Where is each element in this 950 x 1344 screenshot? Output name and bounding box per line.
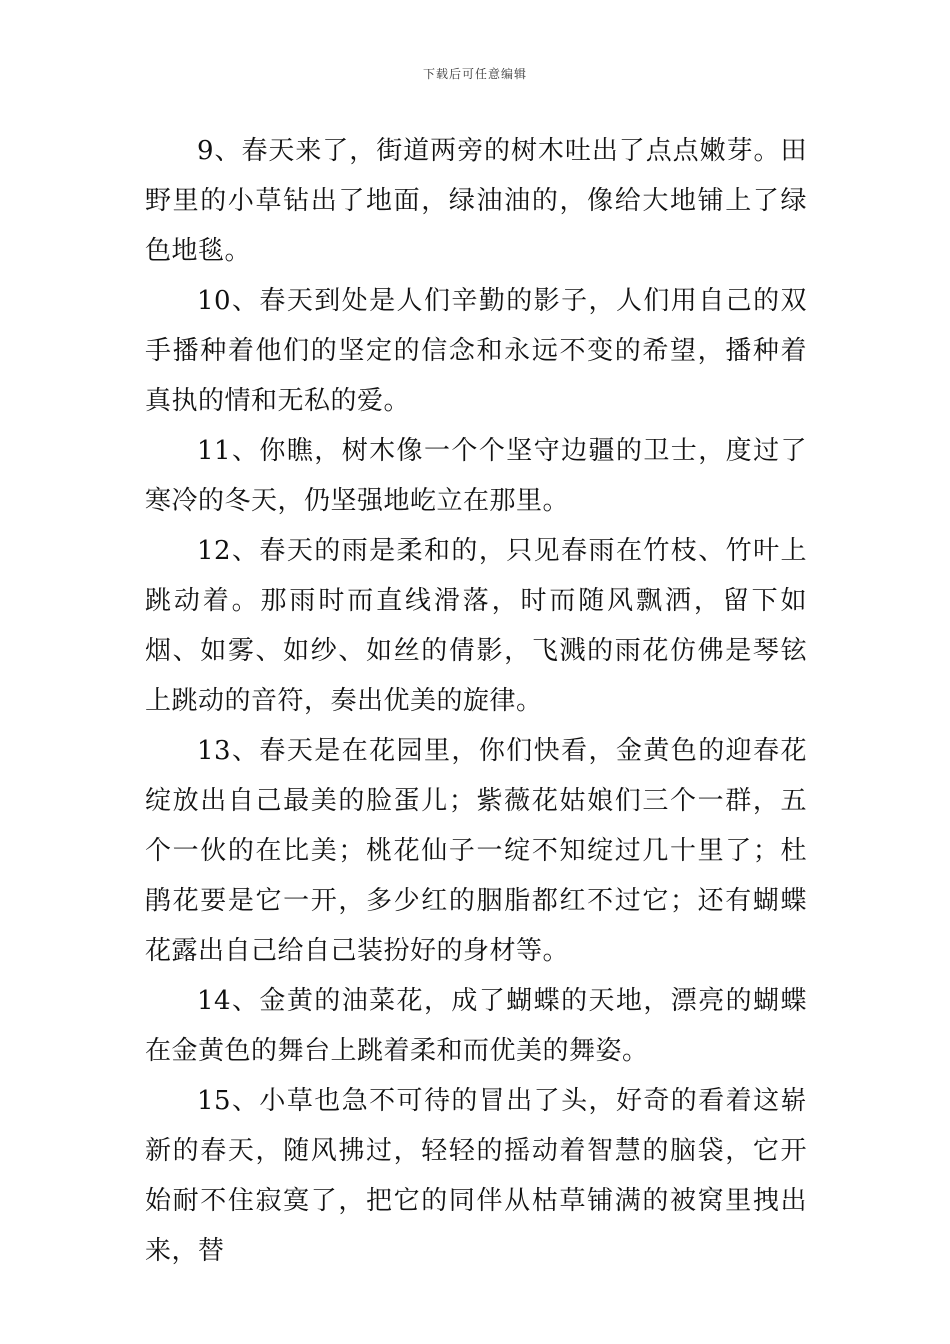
paragraph-14: 14、金黄的油菜花，成了蝴蝶的天地，漂亮的蝴蝶在金黄色的舞台上跳着柔和而优美的舞姿。 <box>145 986 807 1066</box>
paragraph-13: 13、春天是在花园里，你们快看，金黄色的迎春花绽放出自己最美的脸蛋儿；紫薇花姑娘们三个一群，五个一伙的在比美；桃花仙子一绽不知绽过几十里了；杜鹃花要是它一开，多少红的胭脂都红不过它；还有蝴蝶花露出自己给自己装扮好的身材等。 <box>145 736 807 966</box>
paragraph-15: 15、小草也急不可待的冒出了头，好奇的看着这崭新的春天，随风拂过，轻轻的摇动着智慧的脑袋，它开始耐不住寂寞了，把它的同伴从枯草铺满的被窝里拽出来，替 <box>145 1086 807 1266</box>
paragraph-10: 10、春天到处是人们辛勤的影子，人们用自己的双手播种着他们的坚定的信念和永远不变的希望，播种着真执的情和无私的爱。 <box>145 286 807 416</box>
page-header: 下载后可任意编辑 <box>422 67 527 81</box>
paragraph-11: 11、你瞧，树木像一个个坚守边疆的卫士，度过了寒冷的冬天，仍坚强地屹立在那里。 <box>145 436 807 516</box>
paragraph-9: 9、春天来了，街道两旁的树木吐出了点点嫩芽。田野里的小草钻出了地面，绿油油的，像给大地铺上了绿色地毯。 <box>145 136 807 266</box>
paragraph-12: 12、春天的雨是柔和的，只见春雨在竹枝、竹叶上跳动着。那雨时而直线滑落，时而随风飘洒，留下如烟、如雾、如纱、如丝的倩影，飞溅的雨花仿佛是琴铉上跳动的音符，奏出优美的旋律。 <box>145 536 807 716</box>
document-body <box>145 126 807 1276</box>
